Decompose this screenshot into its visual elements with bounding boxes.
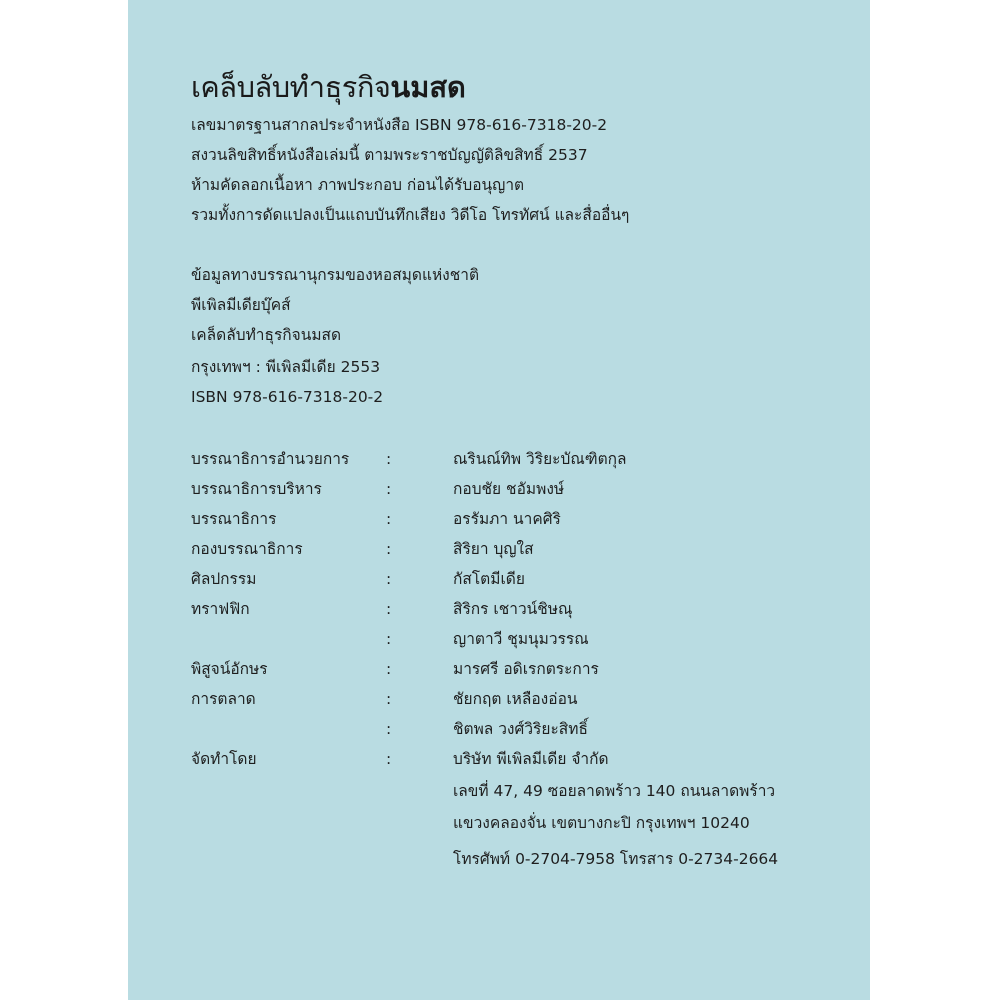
copyright-page [128, 0, 870, 1000]
credit-row [191, 538, 861, 560]
credit-row [191, 718, 861, 740]
no-copy-line: ห้ามคัดลอกเนื้อหา ภาพประกอบ ก่อนได้รับอนุญาต [191, 176, 525, 194]
catalog-title: เคล็ดลับทำธุรกิจนมสด [191, 326, 342, 344]
credit-role: บรรณาธิการ [191, 510, 277, 528]
credit-row [191, 478, 861, 500]
credit-name: ญาตาวี ชุมนุมวรรณ [453, 630, 589, 648]
credit-name: มารศรี อดิเรกตระการ [453, 660, 599, 678]
credit-separator: : [386, 450, 392, 468]
credit-role: ศิลปกรรม [191, 570, 257, 588]
credit-separator: : [386, 750, 392, 768]
credit-separator: : [386, 630, 392, 648]
catalog-publisher: พีเพิลมีเดียบุ๊คส์ [191, 296, 291, 314]
book-title-bold: นมสด [390, 70, 466, 104]
credit-role: การตลาด [191, 690, 256, 708]
book-title-light: เคล็บลับทำธุรกิจ [191, 70, 391, 104]
credit-separator: : [386, 510, 392, 528]
credit-separator: : [386, 690, 392, 708]
credit-role: บรรณาธิการอำนวยการ [191, 450, 350, 468]
address-street: เลขที่ 47, 49 ซอยลาดพร้าว 140 ถนนลาดพร้าว [453, 782, 776, 800]
credit-row [191, 628, 861, 650]
credit-row [191, 568, 861, 590]
credit-row [191, 508, 861, 530]
credit-role: พิสูจน์อักษร [191, 660, 268, 678]
credit-role: กองบรรณาธิการ [191, 540, 303, 558]
credit-separator: : [386, 600, 392, 618]
credit-row [191, 448, 861, 470]
credit-name: อรรัมภา นาคศิริ [453, 510, 561, 528]
catalog-imprint: กรุงเทพฯ : พีเพิลมีเดีย 2553 [191, 358, 381, 376]
isbn-line: เลขมาตรฐานสากลประจำหนังสือ ISBN 978-616-7318-20-2 [191, 116, 608, 134]
address-district: แขวงคลองจั่น เขตบางกะปิ กรุงเทพฯ 10240 [453, 814, 750, 832]
credit-row [191, 688, 861, 710]
credit-role: บรรณาธิการบริหาร [191, 480, 322, 498]
book-title [191, 67, 466, 107]
catalog-isbn: ISBN 978-616-7318-20-2 [191, 388, 384, 406]
credit-name: บริษัท พีเพิลมีเดีย จำกัด [453, 750, 609, 768]
credit-row [191, 748, 861, 770]
credit-name: ชิตพล วงศ์วิริยะสิทธิ์ [453, 720, 588, 738]
credit-name: กัสโตมีเดีย [453, 570, 525, 588]
credit-name: สิริยา บุญใส [453, 540, 534, 558]
credit-separator: : [386, 660, 392, 678]
credit-separator: : [386, 480, 392, 498]
credit-name: ณรินณ์ทิพ วิริยะบัณฑิตกุล [453, 450, 627, 468]
credit-row [191, 658, 861, 680]
address-phone-fax: โทรศัพท์ 0-2704-7958 โทรสาร 0-2734-2664 [453, 850, 779, 868]
credit-separator: : [386, 720, 392, 738]
credit-role: จัดทำโดย [191, 750, 257, 768]
credit-name: สิริกร เชาวน์ชิษณุ [453, 600, 573, 618]
copyright-reserved-line: สงวนลิขสิทธิ์หนังสือเล่มนี้ ตามพระราชบัญญัติลิขสิทธิ์ 2537 [191, 146, 588, 164]
credit-role: ทราฟฟิก [191, 600, 250, 618]
credit-name: ชัยกฤต เหลืองอ่อน [453, 690, 578, 708]
credit-row [191, 598, 861, 620]
catalog-heading: ข้อมูลทางบรรณานุกรมของหอสมุดแห่งชาติ [191, 266, 480, 284]
credit-name: กอบชัย ชอัมพงษ์ [453, 480, 565, 498]
no-adaptation-line: รวมทั้งการดัดแปลงเป็นแถบบันทึกเสียง วิดีโอ โทรทัศน์ และสื่ออื่นๆ [191, 206, 630, 224]
credit-separator: : [386, 570, 392, 588]
credit-separator: : [386, 540, 392, 558]
